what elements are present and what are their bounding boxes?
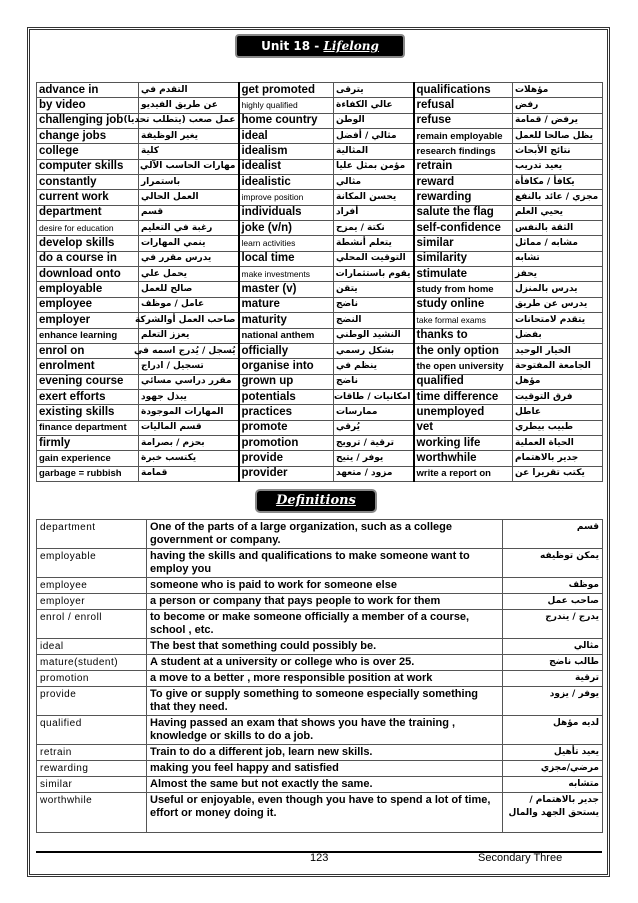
vocab-translation: الوطن (334, 113, 414, 128)
definition-text: having the skills and qualifications to make someone want to employ you (147, 549, 503, 578)
vocab-translation: يحفز (513, 267, 603, 282)
vocab-translation: بشكل رسمي (334, 343, 414, 358)
vocab-term: provide (239, 451, 334, 466)
definition-row (37, 655, 603, 671)
vocab-row (37, 297, 603, 312)
definition-row (37, 793, 603, 833)
vocab-translation: الثقة بالنفس (513, 221, 603, 236)
vocab-translation: كلية (139, 144, 239, 159)
vocab-term: gain experience (37, 451, 139, 466)
vocab-translation: يكتب تقريرا عن (513, 466, 603, 481)
vocab-translation: مقرر دراسي مسائي (139, 374, 239, 389)
vocab-term: computer skills (37, 159, 139, 174)
vocab-term: firmly (37, 435, 139, 450)
vocab-row (37, 113, 603, 128)
definition-text: A student at a university or college who is over 25. (147, 655, 503, 671)
vocab-translation: مهارات الحاسب الآلي (139, 159, 239, 174)
vocab-translation: يغير الوظيفة (139, 129, 239, 144)
vocab-term: refuse (414, 113, 513, 128)
vocab-translation: يظل صالحا للعمل (513, 129, 603, 144)
vocab-term: time difference (414, 389, 513, 404)
vocab-term: exert efforts (37, 389, 139, 404)
vocab-translation: عن طريق الفيديو (139, 98, 239, 113)
vocab-term: challenging job (37, 113, 139, 128)
vocab-translation: قسم (139, 205, 239, 220)
vocab-term: qualifications (414, 83, 513, 98)
vocab-translation: مؤمن بمثل عليا (334, 159, 414, 174)
vocab-term: individuals (239, 205, 334, 220)
vocab-row (37, 466, 603, 481)
vocab-row (37, 221, 603, 236)
vocab-term: idealist (239, 159, 334, 174)
definition-text: to become or make someone officially a member of a course, school , etc. (147, 610, 503, 639)
vocab-term: get promoted (239, 83, 334, 98)
definition-translation: موظف (503, 578, 603, 594)
vocab-term: refusal (414, 98, 513, 113)
vocab-row (37, 359, 603, 374)
vocab-term: joke (v/n) (239, 221, 334, 236)
definition-row (37, 671, 603, 687)
definition-term: rewarding (37, 761, 147, 777)
definition-row (37, 777, 603, 793)
course-name: Secondary Three (478, 852, 563, 864)
vocab-translation: صاحب العمل أوالشركة (139, 313, 239, 328)
vocab-translation: يحمل علي (139, 267, 239, 282)
vocab-term: idealistic (239, 175, 334, 190)
definition-row (37, 639, 603, 655)
vocab-row (37, 251, 603, 266)
page-number: 123 (310, 852, 329, 864)
vocab-translation: مزود / متعهد (334, 466, 414, 481)
vocab-term: current work (37, 190, 139, 205)
vocab-translation: نتائج الأبحاث (513, 144, 603, 159)
vocab-row (37, 236, 603, 251)
vocab-translation: مجزي / عائد بالنفع (513, 190, 603, 205)
vocab-row (37, 451, 603, 466)
definition-translation: يعيد تأهيل (503, 745, 603, 761)
vocab-translation: ناضج (334, 297, 414, 312)
definition-text: Having passed an exam that shows you have the training , knowledge or skills to do a job. (147, 716, 503, 745)
vocab-term: retrain (414, 159, 513, 174)
definition-term: retrain (37, 745, 147, 761)
vocab-row (37, 175, 603, 190)
definition-translation: مرضي/مجزي (503, 761, 603, 777)
definitions-table (36, 519, 603, 833)
definition-term: department (37, 520, 147, 549)
vocab-translation: يُسجل / يُدرج اسمه في (139, 343, 239, 358)
vocab-translation: يبذل جهود (139, 389, 239, 404)
vocab-translation: امكانيات / طاقات (334, 389, 414, 404)
vocab-term: thanks to (414, 328, 513, 343)
vocab-translation: مثالي / أفضل (334, 129, 414, 144)
vocab-term: employable (37, 282, 139, 297)
vocab-term: employer (37, 313, 139, 328)
vocab-translation: التوقيت المحلي (334, 251, 414, 266)
vocab-row (37, 205, 603, 220)
vocab-term: idealism (239, 144, 334, 159)
vocab-translation: فرق التوقيت (513, 389, 603, 404)
vocab-translation: يحسن المكانة (334, 190, 414, 205)
vocab-term: by video (37, 98, 139, 113)
vocab-row (37, 83, 603, 98)
vocab-translation: طبيب بيطري (513, 420, 603, 435)
vocab-translation: عامل / موظف (139, 297, 239, 312)
definition-term: worthwhile (37, 793, 147, 833)
vocab-term: improve position (239, 190, 334, 205)
vocab-term: learn activities (239, 236, 334, 251)
definition-text: To give or supply something to someone especially something that they need. (147, 687, 503, 716)
vocab-term: highly qualified (239, 98, 334, 113)
vocab-translation: ناضج (334, 374, 414, 389)
vocab-translation: بحزم / بصرامة (139, 435, 239, 450)
vocab-translation: نكتة / يمزح (334, 221, 414, 236)
vocab-term: college (37, 144, 139, 159)
vocab-translation: الحياة العملية (513, 435, 603, 450)
definition-term: ideal (37, 639, 147, 655)
vocab-term: national anthem (239, 328, 334, 343)
definition-row (37, 687, 603, 716)
definition-row (37, 761, 603, 777)
vocab-term: make investments (239, 267, 334, 282)
vocab-translation: مشابه / مماثل (513, 236, 603, 251)
vocab-term: working life (414, 435, 513, 450)
vocab-term: qualified (414, 374, 513, 389)
vocab-term: local time (239, 251, 334, 266)
definition-row (37, 520, 603, 549)
vocab-translation: يتقدم لامتحانات (513, 313, 603, 328)
vocab-translation: باستمرار (139, 175, 239, 190)
definition-text: a move to a better , more responsible position at work (147, 671, 503, 687)
definition-translation: يوفر / يزود (503, 687, 603, 716)
vocab-row (37, 129, 603, 144)
vocab-translation: يترقى (334, 83, 414, 98)
unit-title: Lifelong Learning (289, 39, 379, 73)
vocab-translation: يتقن (334, 282, 414, 297)
vocab-row (37, 420, 603, 435)
vocab-term: remain employable (414, 129, 513, 144)
vocab-row (37, 389, 603, 404)
vocab-term: promote (239, 420, 334, 435)
vocab-term: rewarding (414, 190, 513, 205)
vocab-translation: النشيد الوطني (334, 328, 414, 343)
definition-row (37, 716, 603, 745)
vocab-term: practices (239, 405, 334, 420)
definition-term: enrol / enroll (37, 610, 147, 639)
vocab-row (37, 435, 603, 450)
definition-term: employable (37, 549, 147, 578)
vocab-translation: يعزز التعلم (139, 328, 239, 343)
definition-text: Train to do a different job, learn new skills. (147, 745, 503, 761)
vocab-translation: رفض (513, 98, 603, 113)
definition-text: a person or company that pays people to work for them (147, 594, 503, 610)
vocab-row (37, 313, 603, 328)
vocab-translation: يدرس عن طريق (513, 297, 603, 312)
unit-number: Unit 18 - (261, 39, 324, 53)
vocab-term: enrol on (37, 343, 139, 358)
vocab-row (37, 328, 603, 343)
definition-translation: متشابه (503, 777, 603, 793)
vocab-row (37, 159, 603, 174)
definition-row (37, 745, 603, 761)
vocab-term: take formal exams (414, 313, 513, 328)
vocab-term: mature (239, 297, 334, 312)
vocab-translation: يدرس مقرر في (139, 251, 239, 266)
vocab-term: study online (414, 297, 513, 312)
vocab-term: worthwhile (414, 451, 513, 466)
vocab-row (37, 343, 603, 358)
definition-term: employer (37, 594, 147, 610)
vocab-translation: ينظم في (334, 359, 414, 374)
vocab-row (37, 405, 603, 420)
vocab-term: finance department (37, 420, 139, 435)
vocab-translation: يُرقي (334, 420, 414, 435)
vocab-term: ideal (239, 129, 334, 144)
definition-term: provide (37, 687, 147, 716)
definition-row (37, 594, 603, 610)
vocab-translation: المهارات الموجودة (139, 405, 239, 420)
definition-translation: طالب ناضج (503, 655, 603, 671)
vocab-term: department (37, 205, 139, 220)
vocab-term: study from home (414, 282, 513, 297)
vocab-term: organise into (239, 359, 334, 374)
definition-translation: صاحب عمل (503, 594, 603, 610)
vocab-term: download onto (37, 267, 139, 282)
definition-row (37, 578, 603, 594)
definition-text: Almost the same but not exactly the same. (147, 777, 503, 793)
vocab-term: master (v) (239, 282, 334, 297)
vocab-term: advance in (37, 83, 139, 98)
definition-term: qualified (37, 716, 147, 745)
vocab-term: evening course (37, 374, 139, 389)
vocab-term: vet (414, 420, 513, 435)
vocab-translation: صالح للعمل (139, 282, 239, 297)
vocab-row (37, 267, 603, 282)
vocab-term: enhance learning (37, 328, 139, 343)
vocab-term: promotion (239, 435, 334, 450)
vocab-translation: بفضل (513, 328, 603, 343)
definition-text: Useful or enjoyable, even though you have to spend a lot of time, effort or money doing it. (147, 793, 503, 833)
unit-title-banner (235, 34, 405, 73)
vocab-term: maturity (239, 313, 334, 328)
definition-translation: يمكن توظيفه (503, 549, 603, 578)
vocab-term: change jobs (37, 129, 139, 144)
definition-term: similar (37, 777, 147, 793)
vocab-translation: المثالية (334, 144, 414, 159)
definitions-banner: Definitions (255, 489, 377, 513)
definition-row (37, 610, 603, 639)
vocab-term: do a course in (37, 251, 139, 266)
vocab-translation: العمل الحالي (139, 190, 239, 205)
vocab-translation: أفراد (334, 205, 414, 220)
vocab-term: potentials (239, 389, 334, 404)
definition-row (37, 549, 603, 578)
vocab-row (37, 282, 603, 297)
definition-translation: مثالي (503, 639, 603, 655)
vocab-term: self-confidence (414, 221, 513, 236)
vocab-term: home country (239, 113, 334, 128)
vocab-term: officially (239, 343, 334, 358)
vocab-translation: ينمي المهارات (139, 236, 239, 251)
vocab-translation: يحيي العلم (513, 205, 603, 220)
definition-text: making you feel happy and satisfied (147, 761, 503, 777)
vocab-translation: يرفض / قمامة (513, 113, 603, 128)
vocab-term: constantly (37, 175, 139, 190)
vocab-translation: يعيد تدريب (513, 159, 603, 174)
vocab-translation: يوفر / يتيح (334, 451, 414, 466)
vocab-term: enrolment (37, 359, 139, 374)
definition-term: promotion (37, 671, 147, 687)
vocab-row (37, 98, 603, 113)
vocab-term: unemployed (414, 405, 513, 420)
vocab-translation: النضج (334, 313, 414, 328)
vocab-term: desire for education (37, 221, 139, 236)
vocab-translation: يكتسب خبرة (139, 451, 239, 466)
vocab-translation: يقوم باستثمارات (334, 267, 414, 282)
vocab-translation: ممارسات (334, 405, 414, 420)
vocab-translation: الخيار الوحيد (513, 343, 603, 358)
definition-translation: جدير بالاهتمام / يستحق الجهد والمال (503, 793, 603, 833)
vocab-term: develop skills (37, 236, 139, 251)
vocab-row (37, 374, 603, 389)
definition-translation: لديه مؤهل (503, 716, 603, 745)
definition-text: someone who is paid to work for someone else (147, 578, 503, 594)
vocab-translation: ترقية / ترويج (334, 435, 414, 450)
vocab-translation: جدير بالاهتمام (513, 451, 603, 466)
definition-text: One of the parts of a large organization, such as a college government or company. (147, 520, 503, 549)
vocab-translation: الجامعة المفتوحة (513, 359, 603, 374)
vocab-row (37, 190, 603, 205)
vocab-term: write a report on (414, 466, 513, 481)
vocab-translation: قمامة (139, 466, 239, 481)
vocab-row (37, 144, 603, 159)
vocab-term: the only option (414, 343, 513, 358)
definition-translation: ترقية (503, 671, 603, 687)
vocab-translation: يتعلم أنشطة (334, 236, 414, 251)
vocab-term: stimulate (414, 267, 513, 282)
vocab-term: similarity (414, 251, 513, 266)
vocab-term: the open university (414, 359, 513, 374)
vocab-term: salute the flag (414, 205, 513, 220)
vocab-term: employee (37, 297, 139, 312)
vocab-term: grown up (239, 374, 334, 389)
vocabulary-table (36, 82, 603, 482)
vocab-term: existing skills (37, 405, 139, 420)
definition-term: employee (37, 578, 147, 594)
vocab-term: provider (239, 466, 334, 481)
vocab-translation: رغبة في التعليم (139, 221, 239, 236)
vocab-translation: يكافأ / مكافأة (513, 175, 603, 190)
vocab-translation: مؤهل (513, 374, 603, 389)
vocab-translation: عاطل (513, 405, 603, 420)
vocab-translation: تسجيل / ادراج (139, 359, 239, 374)
vocab-translation: قسم الماليات (139, 420, 239, 435)
vocab-term: research findings (414, 144, 513, 159)
vocab-term: similar (414, 236, 513, 251)
vocab-term: reward (414, 175, 513, 190)
definition-text: The best that something could possibly be. (147, 639, 503, 655)
vocab-term: garbage = rubbish (37, 466, 139, 481)
definition-translation: يدرج / يندرج (503, 610, 603, 639)
vocab-translation: عمل صعب (يتطلب تحديا) (139, 113, 239, 128)
definition-term: mature(student) (37, 655, 147, 671)
vocab-translation: مثالي (334, 175, 414, 190)
vocab-translation: عالي الكفاءة (334, 98, 414, 113)
vocab-translation: التقدم في (139, 83, 239, 98)
vocab-translation: يدرس بالمنزل (513, 282, 603, 297)
definition-translation: قسم (503, 520, 603, 549)
vocab-translation: مؤهلات (513, 83, 603, 98)
vocab-translation: تشابه (513, 251, 603, 266)
